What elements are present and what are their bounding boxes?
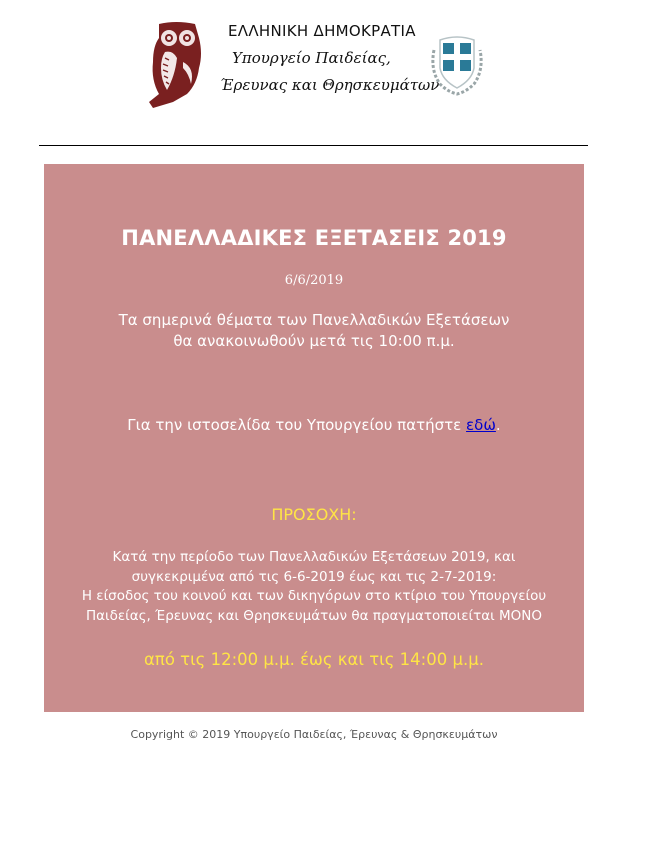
ministry-site-paragraph <box>44 416 584 434</box>
access-hours: από τις 12:00 μ.μ. έως και τις 14:00 μ.μ. <box>144 650 484 669</box>
header-ministry-line2: Έρευνας και Θρησκευμάτων <box>220 76 440 94</box>
access-notice <box>44 548 584 626</box>
ministry-site-link[interactable]: εδώ <box>466 416 496 434</box>
page-title: ΠΑΝΕΛΛΑΔΙΚΕΣ ΕΞΕΤΑΣΕΙΣ 2019 <box>121 226 507 250</box>
copyright-footer: Copyright © 2019 Υπουργείο Παιδείας, Έρευνας & Θρησκευμάτων <box>130 728 498 741</box>
attention-label: ΠΡΟΣΟΧΗ: <box>271 505 357 524</box>
announce-line-1: Τα σημερινά θέματα των Πανελλαδικών Εξετάσεων <box>118 311 510 329</box>
header-ministry-line1: Υπουργείο Παιδείας, <box>232 49 391 67</box>
header-country: ΕΛΛΗΝΙΚΗ ΔΗΜΟΚΡΑΤΙΑ <box>228 22 416 40</box>
header-divider <box>39 145 588 146</box>
notice-date: 6/6/2019 <box>284 273 344 288</box>
exam-topics-announcement <box>44 310 584 352</box>
site-text: Για την ιστοσελίδα του Υπουργείου πατήστε <box>127 416 467 434</box>
ministry-header <box>140 14 500 114</box>
notice-box <box>44 164 584 712</box>
site-suffix: . <box>495 416 501 434</box>
owl-icon <box>143 18 209 110</box>
notice-line: Κατά την περίοδο των Πανελλαδικών Εξετάσεων 2019, και <box>112 549 516 565</box>
notice-line: συγκεκριμένα από τις 6-6-2019 έως και τις 2-7-2019: <box>131 568 497 585</box>
notice-line: Η είσοδος του κοινού και των δικηγόρων στο κτίριο του Υπουργείου <box>81 588 547 604</box>
greek-coat-of-arms-icon <box>426 30 488 96</box>
notice-line: Παιδείας, Έρευνας και Θρησκευμάτων θα πραγματοποιείται ΜΟΝΟ <box>85 607 542 624</box>
announce-line-2: θα ανακοινωθούν μετά τις 10:00 π.μ. <box>173 332 455 350</box>
